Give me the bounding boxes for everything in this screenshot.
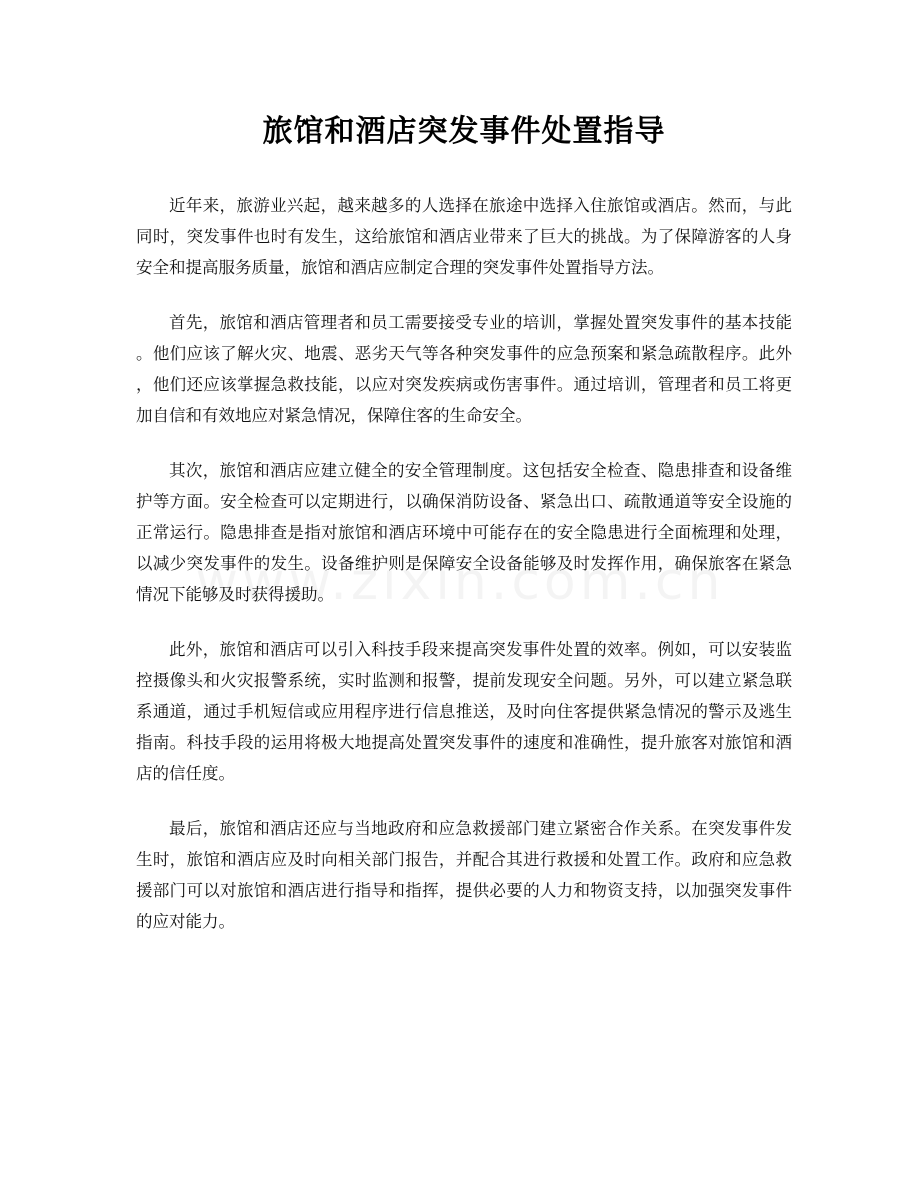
paragraph-intro: 近年来，旅游业兴起，越来越多的人选择在旅途中选择入住旅馆或酒店。然而，与此同时，突发事件也时有发生，这给旅馆和酒店业带来了巨大的挑战。为了保障游客的人身安全和提高服务质量，旅馆和酒店应制定合理的突发事件处置指导方法。 [136,196,792,277]
paragraph-safety-management: 其次，旅馆和酒店应建立健全的安全管理制度。这包括安全检查、隐患排查和设备维护等方面。安全检查可以定期进行，以确保消防设备、紧急出口、疏散通道等安全设施的正常运行。隐患排查是指对旅馆和酒店环境中可能存在的安全隐患进行全面梳理和处理，以减少突发事件的发生。设备维护则是保障安全设备能够及时发挥作用，确保旅客在紧急情况下能够及时获得援助。 [136,461,792,604]
paragraph-cooperation: 最后，旅馆和酒店还应与当地政府和应急救援部门建立紧密合作关系。在突发事件发生时，旅馆和酒店应及时向相关部门报告，并配合其进行救援和处置工作。政府和应急救援部门可以对旅馆和酒店进行指导和指挥，提供必要的人力和物资支持，以加强突发事件的应对能力。 [136,819,792,931]
paragraph-technology: 此外，旅馆和酒店可以引入科技手段来提高突发事件处置的效率。例如，可以安装监控摄像头和火灾报警系统，实时监测和报警，提前发现安全问题。另外，可以建立紧急联系通道，通过手机短信或应用程序进行信息推送，及时向住客提供紧急情况的警示及逃生指南。科技手段的运用将极大地提高处置突发事件的速度和准确性，提升旅客对旅馆和酒店的信任度。 [136,640,792,783]
document-title: 旅馆和酒店突发事件处置指导 [262,114,666,149]
paragraph-training: 首先，旅馆和酒店管理者和员工需要接受专业的培训，掌握处置突发事件的基本技能。他们应该了解火灾、地震、恶劣天气等各种突发事件的应急预案和紧急疏散程序。此外，他们还应该掌握急救技能，以应对突发疾病或伤害事件。通过培训，管理者和员工将更加自信和有效地应对紧急情况，保障住客的生命安全。 [136,313,792,425]
